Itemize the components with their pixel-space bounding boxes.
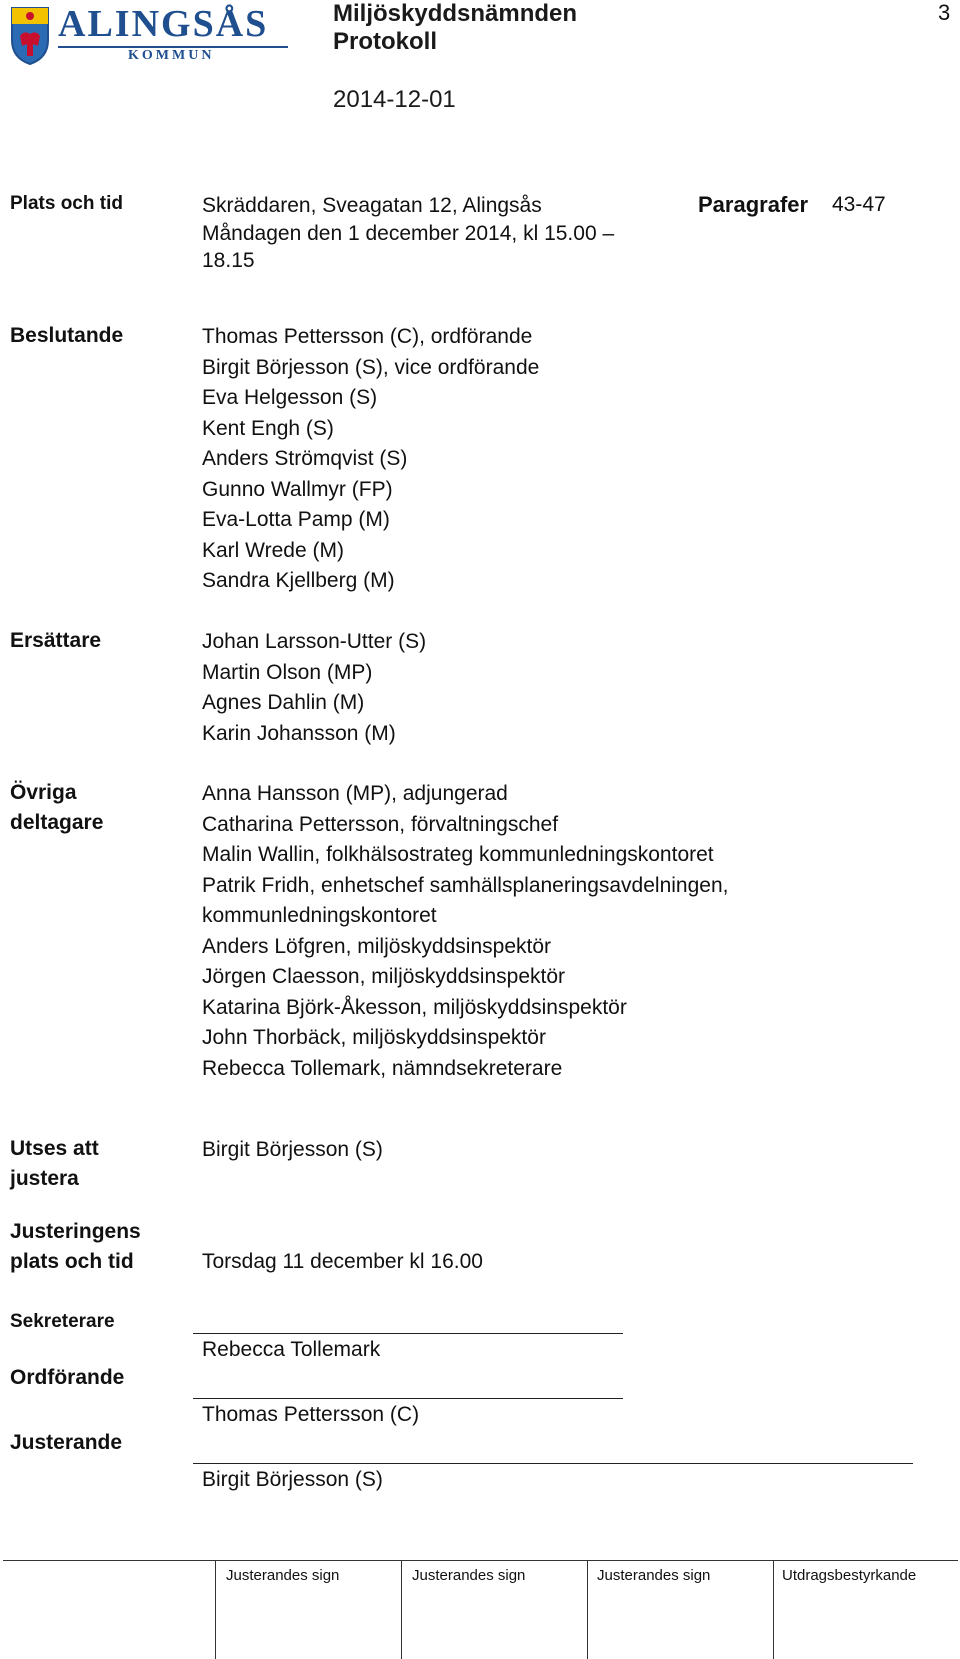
list-item: Thomas Pettersson (C), ordförande: [202, 325, 533, 348]
decision-makers-label: Beslutande: [10, 324, 124, 347]
committee-name: Miljöskyddsnämnden: [333, 0, 578, 27]
chair-name: Thomas Pettersson (C): [202, 1403, 420, 1426]
others-label-line-2: deltagare: [10, 811, 104, 834]
substitutes-list: [202, 627, 426, 749]
list-item: Jörgen Claesson, miljöskyddsinspektör: [202, 965, 565, 988]
footer-certification-box: Utdragsbestyrkande: [782, 1567, 917, 1584]
logo-name: ALINGSÅS: [58, 3, 269, 45]
list-item: kommunledningskontoret: [202, 904, 437, 927]
footer-sign-box-2: Justerandes sign: [412, 1567, 526, 1584]
list-item: Agnes Dahlin (M): [202, 691, 365, 714]
others-label-line-1: Övriga: [10, 781, 77, 804]
footer-column-separator: [773, 1560, 774, 1659]
place-line-3: 18.15: [202, 249, 255, 272]
place-line-1: Skräddaren, Sveagatan 12, Alingsås: [202, 194, 542, 217]
list-item: Johan Larsson-Utter (S): [202, 630, 427, 653]
footer-column-separator: [587, 1560, 588, 1659]
appointed-label-line-2: justera: [10, 1167, 79, 1190]
footer-sign-box-1: Justerandes sign: [226, 1567, 340, 1584]
footer-column-separator: [215, 1560, 216, 1659]
adjuster-signature-line: [193, 1463, 913, 1464]
decision-makers-list: [202, 322, 539, 597]
secretary-signature-line: [193, 1333, 623, 1334]
list-item: Eva-Lotta Pamp (M): [202, 508, 390, 531]
adjust-place-label-line-2: plats och tid: [10, 1250, 134, 1273]
adjuster-label: Justerande: [10, 1431, 123, 1454]
document-type: Protokoll: [333, 28, 438, 55]
list-item: Anna Hansson (MP), adjungerad: [202, 782, 508, 805]
paragraphs-value: 43-47: [832, 193, 886, 216]
list-item: Karl Wrede (M): [202, 538, 344, 562]
list-item: Patrik Fridh, enhetschef samhällsplaneringsavdelningen,: [202, 873, 729, 897]
place-label: Plats och tid: [10, 193, 123, 214]
place-line-2: Måndagen den 1 december 2014, kl 15.00 –: [202, 222, 615, 245]
adjuster-name: Birgit Börjesson (S): [202, 1468, 383, 1491]
footer-column-separator: [401, 1560, 402, 1659]
list-item: Kent Engh (S): [202, 416, 334, 440]
appointed-value: Birgit Börjesson (S): [202, 1138, 383, 1161]
secretary-label: Sekreterare: [10, 1311, 115, 1332]
list-item: Gunno Wallmyr (FP): [202, 477, 393, 501]
substitutes-label: Ersättare: [10, 629, 102, 652]
adjust-place-value: Torsdag 11 december kl 16.00: [202, 1250, 483, 1273]
document-date: 2014-12-01: [333, 86, 456, 113]
list-item: Sandra Kjellberg (M): [202, 569, 395, 592]
list-item: Birgit Börjesson (S), vice ordförande: [202, 355, 540, 379]
list-item: Rebecca Tollemark, nämndsekreterare: [202, 1056, 563, 1080]
adjust-place-label-line-1: Justeringens: [10, 1220, 141, 1243]
footer-sign-box-3: Justerandes sign: [597, 1567, 711, 1584]
list-item: Karin Johansson (M): [202, 721, 396, 745]
chair-signature-line: [193, 1398, 623, 1399]
list-item: Katarina Björk-Åkesson, miljöskyddsinspektör: [202, 995, 627, 1019]
footer-divider: [3, 1560, 958, 1561]
municipality-logo: [10, 2, 290, 70]
list-item: Malin Wallin, folkhälsostrateg kommunledningskontoret: [202, 843, 714, 866]
list-item: John Thorbäck, miljöskyddsinspektör: [202, 1026, 546, 1049]
chair-label: Ordförande: [10, 1366, 125, 1389]
logo-subtitle: KOMMUN: [128, 48, 215, 63]
coat-of-arms-icon: [10, 6, 50, 66]
secretary-name: Rebecca Tollemark: [202, 1338, 381, 1361]
others-list: [202, 779, 728, 1084]
list-item: Anders Löfgren, miljöskyddsinspektör: [202, 934, 552, 958]
paragraphs-label: Paragrafer: [698, 192, 809, 217]
appointed-label-line-1: Utses att: [10, 1137, 99, 1160]
list-item: Martin Olson (MP): [202, 660, 373, 684]
page-number: 3: [938, 0, 951, 25]
list-item: Catharina Pettersson, förvaltningschef: [202, 812, 559, 836]
list-item: Anders Strömqvist (S): [202, 447, 408, 470]
list-item: Eva Helgesson (S): [202, 386, 378, 409]
